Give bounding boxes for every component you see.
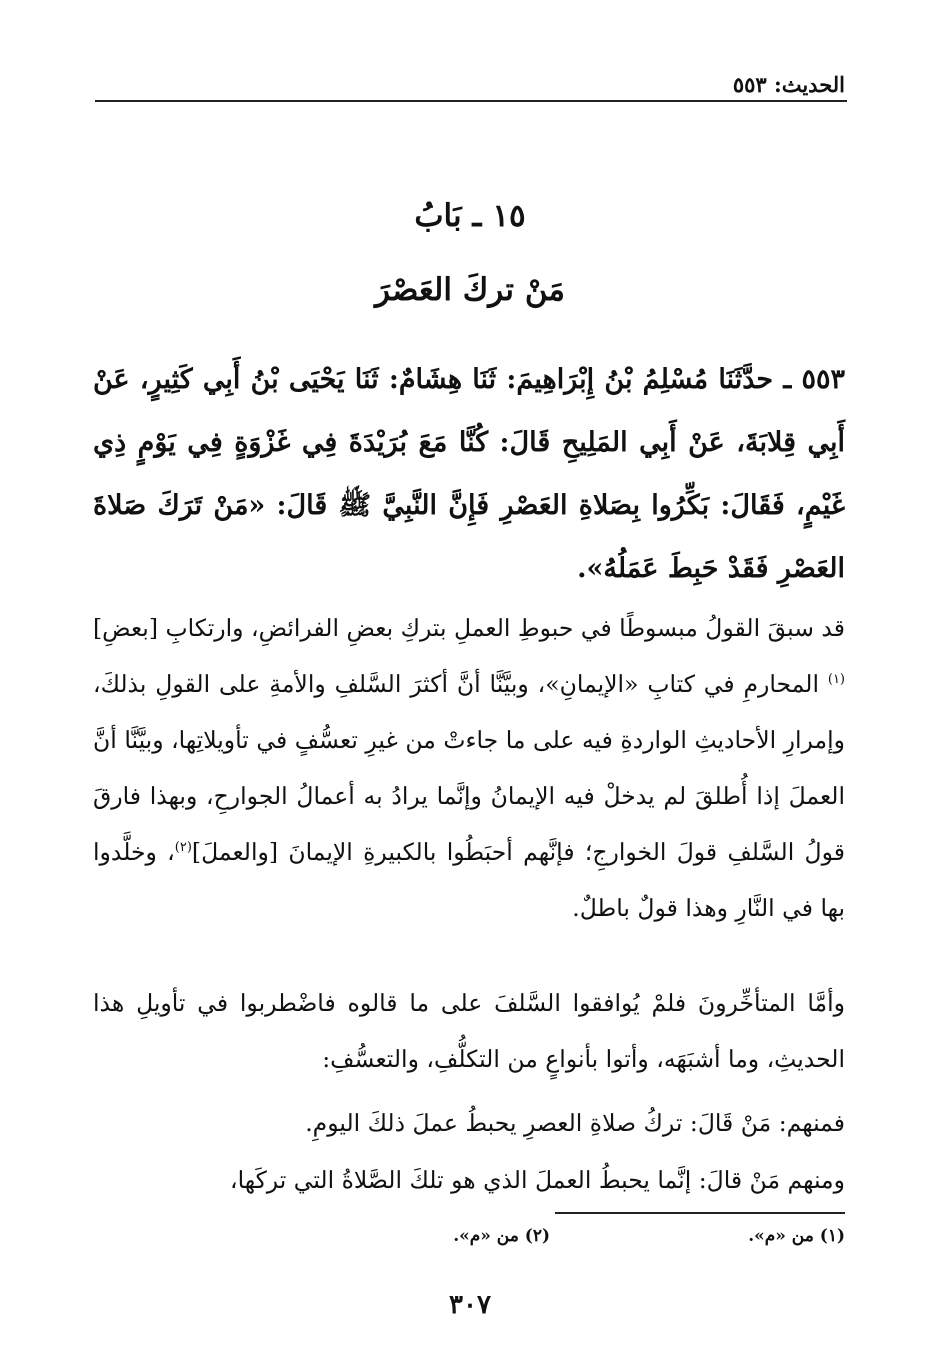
commentary-text-1b: المحارمِ في كتابِ «الإيمانِ»، وبيَّنَّا أنَّ أكثرَ السَّلفِ والأمةِ على القولِ بذلكَ، وإمرارِ الأحاديثِ الواردةِ فيه على ما جاءتْ من غيرِ تعسُّفٍ في تأويلاتِها، وبيَّنَّا أنَّ العملَ إذا أُطلقَ لم يدخلْ فيه الإيمانُ وإنَّما يرادُ به أعمالُ الجوارحِ، وبهذا فارقَ قولُ السَّلفِ قولَ الخوارجِ؛ فإنَّهم أحبَطُوا بالكبيرةِ الإيمانَ [والعملَ] <box>93 670 845 866</box>
commentary-paragraph-2: وأمَّا المتأخِّرونَ فلمْ يُوافقوا السَّلفَ على ما قالوه فاضْطربوا في تأويلِ هذا الحديثِ، وما أشبَهَه، وأتوا بأنواعٍ من التكلُّفِ، والتعسُّفِ: <box>93 989 845 1073</box>
commentary-paragraph-3: فمنهم: مَنْ قَالَ: تركُ صلاةِ العصرِ يحبطُ عملَ ذلكَ اليومِ. <box>305 1109 845 1137</box>
hadith-text: ٥٥٣ ـ حدَّثَنَا مُسْلِمُ بْنُ إِبْرَاهِيمَ: ثَنَا هِشَامٌ: ثَنَا يَحْيَى بْنُ أَبِي كَثِيرٍ، عَنْ أَبِي قِلابَةَ، عَنْ أَبِي المَلِيحِ قَالَ: كُنَّا مَعَ بُرَيْدَةَ فِي غَزْوَةٍ فِي يَوْمٍ ذِي غَيْمٍ، فَقَالَ: بَكِّرُوا بِصَلاةِ العَصْرِ فَإِنَّ النَّبِيَّ ﷺ قَالَ: «مَنْ تَرَكَ صَلاةَ العَصْرِ فَقَدْ حَبِطَ عَمَلُهُ». <box>93 364 845 584</box>
commentary-paragraph-4: ومنهم مَنْ قالَ: إنَّما يحبطُ العملَ الذي هو تلكَ الصَّلاةُ التي تركَها، <box>230 1166 845 1194</box>
chapter-number: ١٥ ـ بَابُ <box>414 198 526 234</box>
footnote-ref-2: (٢) <box>174 840 192 856</box>
chapter-title: مَنْ تركَ العَصْرَ <box>374 272 566 308</box>
commentary-paragraph-1 <box>93 600 845 936</box>
footnote-1: (١) من «م». <box>748 1226 845 1246</box>
page-number: ٣٠٧ <box>449 1290 491 1320</box>
footnote-2: (٢) من «م». <box>453 1226 550 1246</box>
footnote-ref-1: (١) <box>827 672 845 688</box>
commentary-text-1a: قد سبقَ القولُ مبسوطًا في حبوطِ العملِ بتركِ بعضِ الفرائضِ، وارتكابِ [بعضِ] <box>93 614 845 642</box>
header-rule <box>95 100 847 102</box>
commentary-text-1c: ، وخلَّدوا بها في النَّارِ وهذا قولٌ باطلٌ. <box>93 838 845 922</box>
footnote-rule <box>555 1212 845 1214</box>
running-header: الحديث: ٥٥٣ <box>732 72 845 97</box>
